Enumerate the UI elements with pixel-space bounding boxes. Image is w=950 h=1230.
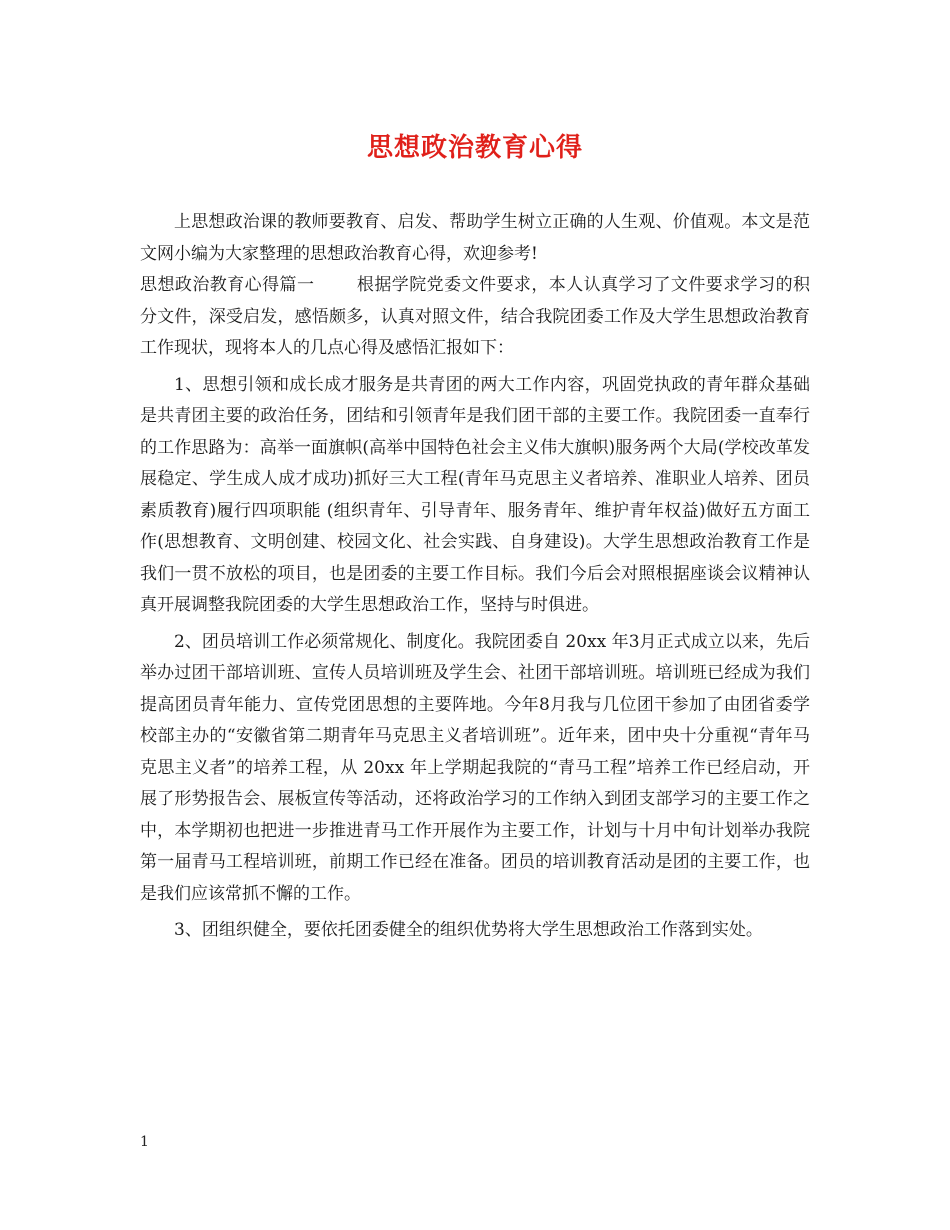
body-paragraph-3: 3、团组织健全，要依托团委健全的组织优势将大学生思想政治工作落到实处。 xyxy=(174,920,763,940)
intro-paragraph: 上思想政治课的教师要教育、启发、帮助学生树立正确的人生观、价值观。本文是范文网小编为大家整理的思想政治教育心得，欢迎参考! xyxy=(140,212,810,264)
body-paragraph-1: 1、思想引领和成长成才服务是共青团的两大工作内容，巩固党执政的青年群众基础是共青团主要的政治任务，团结和引领青年是我们团干部的主要工作。我院团委一直奉行的工作思路为：高举一面旗帜(高举中国特色社会主义伟大旗帜)服务两个大局(学校改革发展稳定、学生成人成才成功)抓好三大工程(青年马克思主义者培养、准职业人培养、团员素质教育)履行四项职能 (组织青年、引导青年、服务青年、维护青年权益)做好五方面工作(思想教育、文明创建、校园文化、社会实践、自身建设)。大学生思想政治教育工作是我们一贯不放松的项目，也是团委的主要工作目标。我们今后会对照根据座谈会议精神认真开展调整我院团委的大学生思想政治工作，坚持与时俱进。 xyxy=(140,374,810,615)
section-intro: 根据学院党委文件要求，本人认真学习了文件要求学习的积分文件，深受启发，感悟颇多，认真对照文件，结合我院团委工作及大学生思想政治教育工作现状，现将本人的几点心得及感悟汇报如下： xyxy=(140,275,811,358)
section-heading: 思想政治教育心得篇一 xyxy=(140,275,315,295)
page-number: 1 xyxy=(140,1134,149,1150)
document-title: 思想政治教育心得 xyxy=(366,133,583,163)
body-paragraph-2: 2、团员培训工作必须常规化、制度化。我院团委自 20xx 年3月正式成立以来，先后举办过团干部培训班、宣传人员培训班及学生会、社团干部培训班。培训班已经成为我们提高团员青年能力、宣传党团思想的主要阵地。今年8月我与几位团干参加了由团省委学校部主办的“安徽省第二期青年马克思主义者培训班”。近年来，团中央十分重视“青年马克思主义者”的培养工程，从 20xx 年上学期起我院的“青马工程”培养工作已经启动，开展了形势报告会、展板宣传等活动，还将政治学习的工作纳入到团支部学习的主要工作之中，本学期初也把进一步推进青马工作开展作为主要工作，计划与十月中旬计划举办我院第一届青马工程培训班，前期工作已经在准备。团员的培训教育活动是团的主要工作，也是我们应该常抓不懈的工作。 xyxy=(140,631,810,904)
section-one-paragraph xyxy=(140,270,810,365)
document-body xyxy=(140,207,810,947)
